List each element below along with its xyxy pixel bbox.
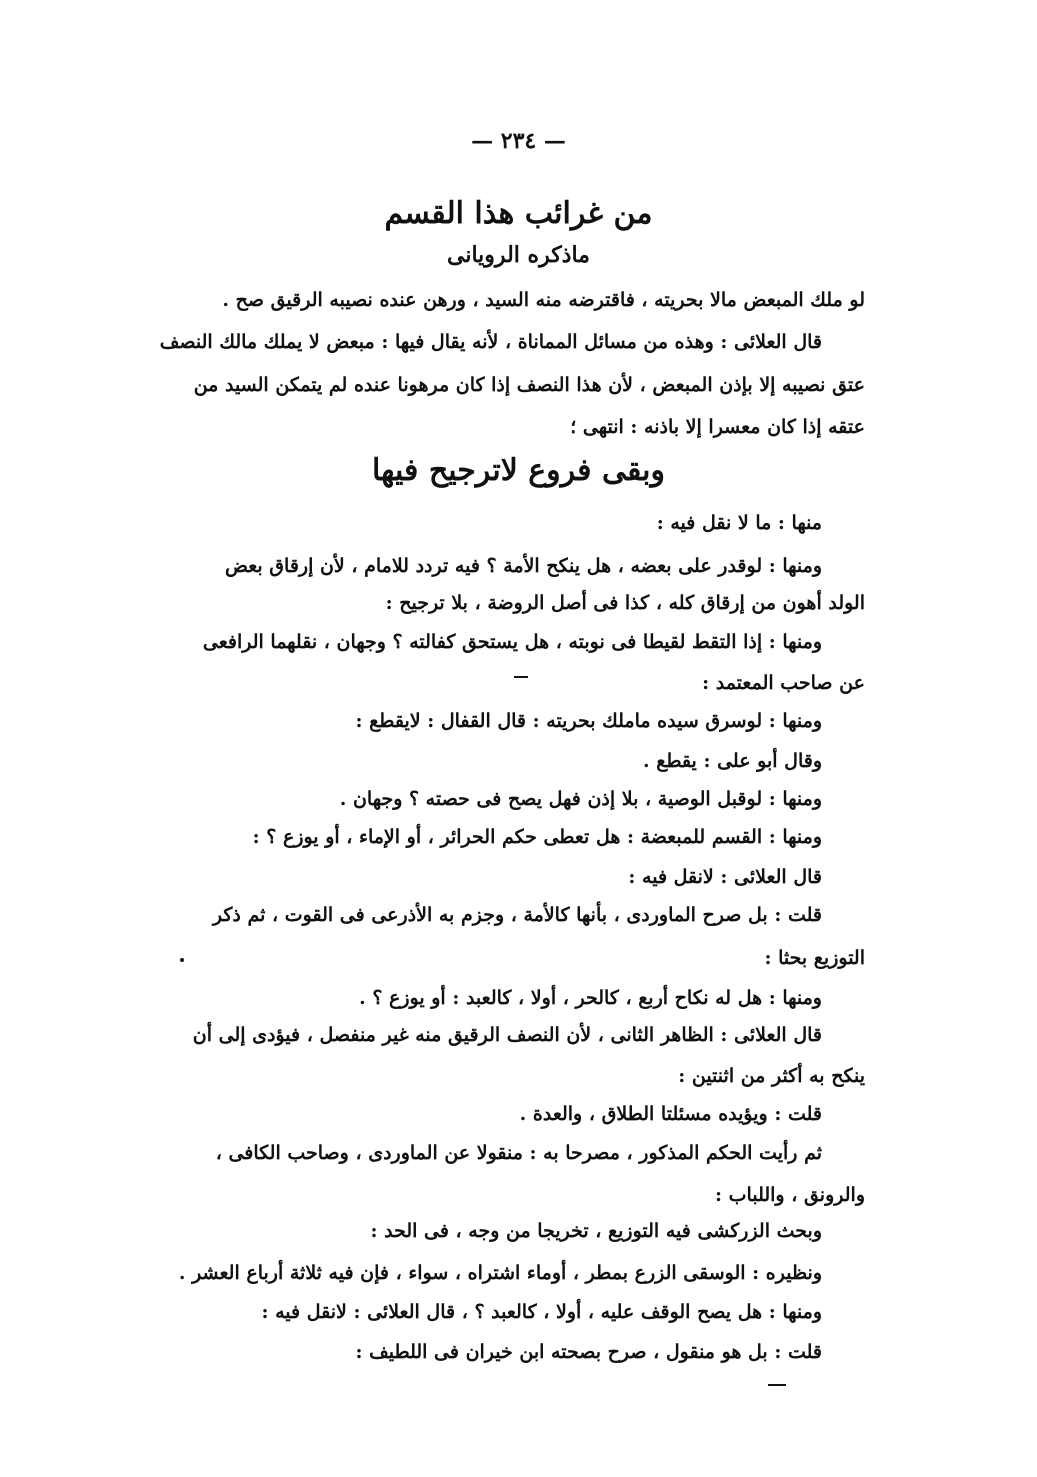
text-line: والرونق ، واللباب : <box>715 1184 865 1206</box>
section-subheading: ماذكره الرويانى <box>447 242 590 268</box>
scan-mark <box>180 958 184 962</box>
text-line: قال العلائى : لانقل فيه : <box>628 866 822 888</box>
page-number: — ٢٣٤ — <box>471 128 566 154</box>
text-line: قلت : ويؤيده مسئلتا الطلاق ، والعدة . <box>519 1103 822 1125</box>
text-line: الولد أهون من إرقاق كله ، كذا فى أصل الروضة ، بلا ترجيح : <box>385 592 865 614</box>
text-line: قال العلائى : الظاهر الثانى ، لأن النصف الرقيق منه غير منفصل ، فيؤدى إلى أن <box>192 1024 822 1046</box>
text-line: ونظيره : الوسقى الزرع بمطر ، أوماء اشتراه ، سواء ، فإن فيه ثلاثة أرباع العشر . <box>178 1262 822 1284</box>
text-line: ومنها : القسم للمبعضة : هل تعطى حكم الحرائر ، أو الإماء ، أو يوزع ؟ : <box>252 826 822 848</box>
section-heading-main: من غرائب هذا القسم <box>384 196 653 231</box>
text-line: قال العلائى : وهذه من مسائل المماناة ، لأنه يقال فيها : مبعض لا يملك مالك النصف <box>159 331 822 353</box>
text-line: ومنها : لوسرق سيده ماملك بحريته : قال القفال : لايقطع : <box>355 710 822 732</box>
text-line: لو ملك المبعض مالا بحريته ، فاقترضه منه السيد ، ورهن عنده نصيبه الرقيق صح . <box>222 289 865 311</box>
text-line: ثم رأيت الحكم المذكور ، مصرحا به : منقولا عن الماوردى ، وصاحب الكافى ، <box>215 1142 822 1164</box>
text-line: عتقه إذا كان معسرا إلا باذنه : انتهى ؛ <box>570 416 865 438</box>
section-heading: وبقى فروع لاترجيح فيها <box>372 453 665 488</box>
text-line: عتق نصيبه إلا بإذن المبعض ، لأن هذا النصف إذا كان مرهونا عنده لم يتمكن السيد من <box>193 374 865 396</box>
text-line: ومنها : لوقبل الوصية ، بلا إذن فهل يصح فى حصته ؟ وجهان . <box>339 788 822 810</box>
text-line: التوزيع بحثا : <box>764 947 865 969</box>
text-line: عن صاحب المعتمد : <box>702 672 865 694</box>
text-line: ومنها : إذا التقط لقيطا فى نوبته ، هل يستحق كفالته ؟ وجهان ، نقلهما الرافعى <box>202 631 822 653</box>
text-line: قلت : بل هو منقول ، صرح بصحته ابن خيران فى اللطيف : <box>355 1341 822 1363</box>
text-line: وبحث الزركشى فيه التوزيع ، تخريجا من وجه ، فى الحد : <box>370 1220 822 1242</box>
text-line: ومنها : لوقدر على بعضه ، هل ينكح الأمة ؟ فيه تردد للامام ، لأن إرقاق بعض <box>224 555 822 577</box>
text-line: ومنها : هل له نكاح أربع ، كالحر ، أولا ، كالعبد : أو يوزع ؟ . <box>359 987 822 1009</box>
scan-mark <box>514 676 528 678</box>
text-line: قلت : بل صرح الماوردى ، بأنها كالأمة ، وجزم به الأذرعى فى القوت ، ثم ذكر <box>212 904 822 926</box>
text-line: وقال أبو على : يقطع . <box>643 750 822 772</box>
text-line: ينكح به أكثر من اثنتين : <box>678 1065 865 1087</box>
text-line: ومنها : هل يصح الوقف عليه ، أولا ، كالعبد ؟ ، قال العلائى : لانقل فيه : <box>261 1301 822 1323</box>
scan-mark <box>768 1384 786 1386</box>
text-line: منها : ما لا نقل فيه : <box>656 512 822 534</box>
